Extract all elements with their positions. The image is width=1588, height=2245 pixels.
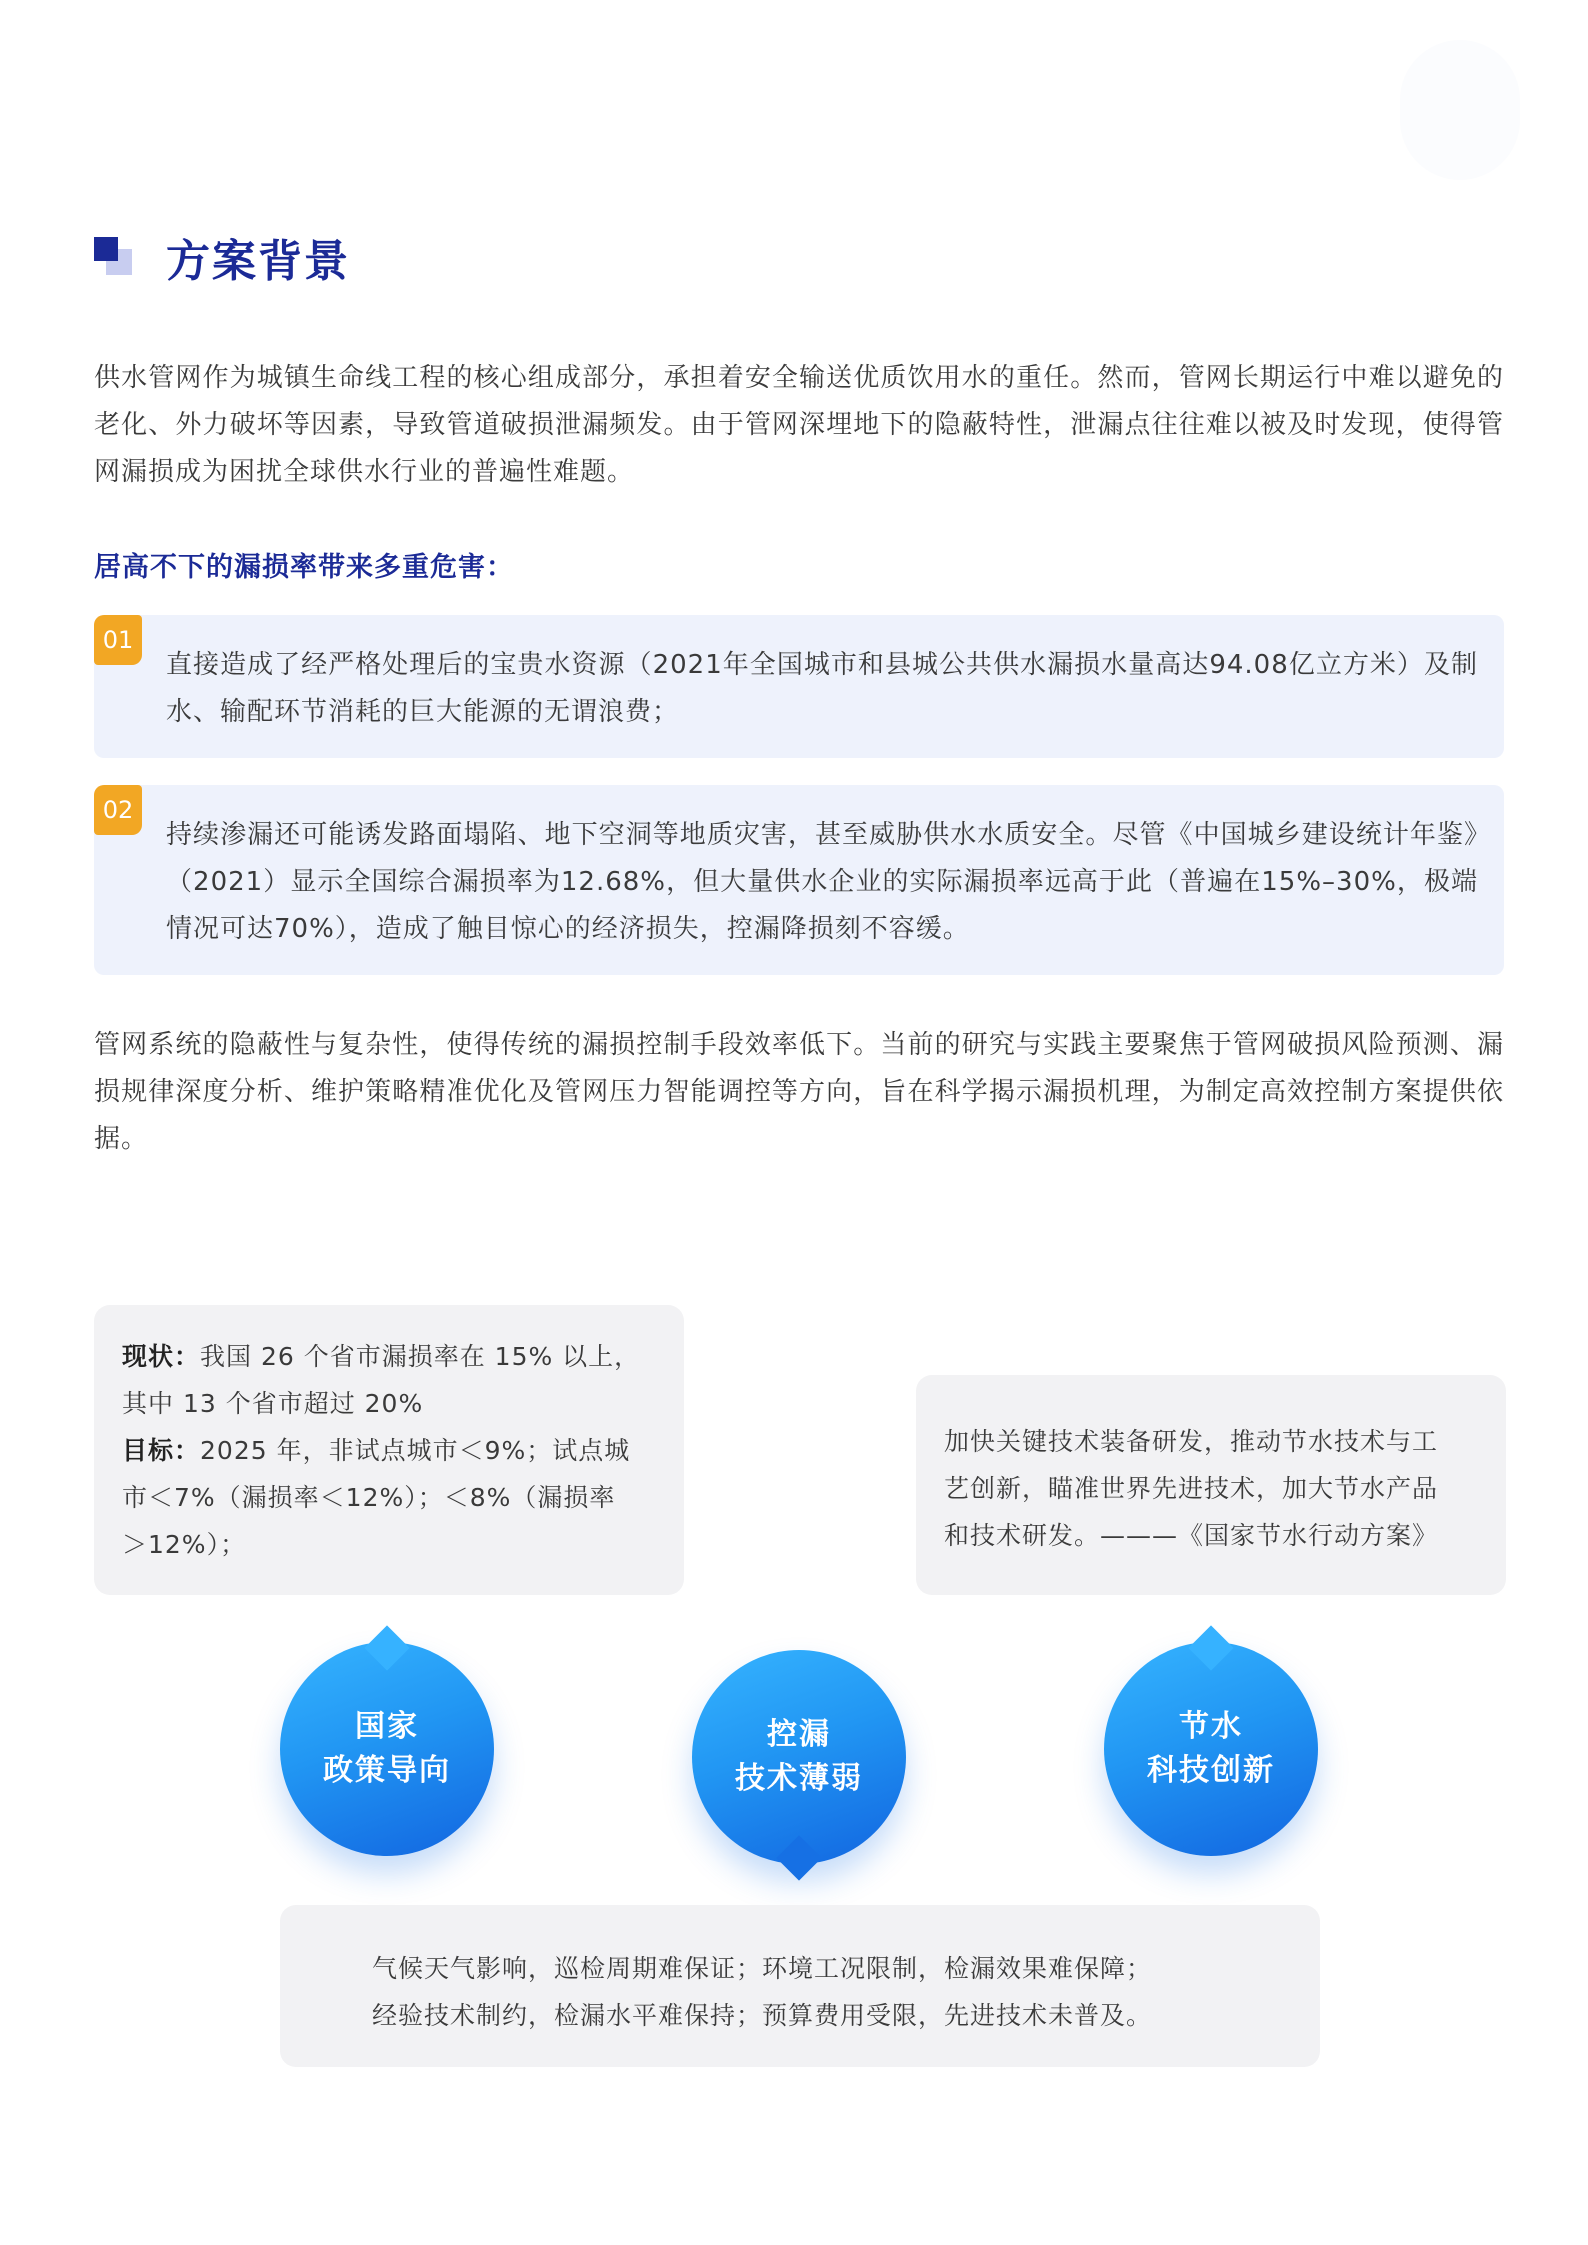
section-title: 方案背景 [166, 236, 350, 287]
drop-label-line2: 技术薄弱 [735, 1761, 863, 1796]
target-line-2: 市＜7%（漏损率＜12%）；＜8%（漏损率 [122, 1483, 616, 1512]
drop-label-line1: 控漏 [767, 1717, 831, 1752]
target-label: 目标： [122, 1436, 201, 1465]
intro-paragraph: 供水管网作为城镇生命线工程的核心组成部分，承担着安全输送优质饮用水的重任。然而，管网长期运行中难以避免的老化、外力破坏等因素，导致管道破损泄漏频发。由于管网深埋地下的隐蔽特性，泄漏点往往难以被及时发现，使得管网漏损成为困扰全球供水行业的普遍性难题。 [94, 363, 1504, 487]
target-line-3: ＞12%）； [122, 1530, 247, 1559]
drop-tip [1188, 1625, 1233, 1670]
status-line [122, 1333, 658, 1380]
issues-line-2: 经验技术制约，检漏水平难保持；预算费用受限，先进技术未普及。 [372, 2001, 1153, 2030]
corner-decoration [1400, 40, 1520, 180]
status-target-box [94, 1305, 684, 1595]
number-badge: 02 [94, 785, 142, 835]
policy-quote-box [916, 1375, 1506, 1595]
quote-line-3: 和技术研发。———《国家节水行动方案》 [944, 1521, 1439, 1550]
section-square-icon [94, 237, 134, 277]
quote-line-1: 加快关键技术装备研发，推动节水技术与工 [944, 1427, 1439, 1456]
issues-box [280, 1905, 1320, 2067]
research-paragraph: 管网系统的隐蔽性与复杂性，使得传统的漏损控制手段效率低下。当前的研究与实践主要聚焦于管网破损风险预测、漏损规律深度分析、维护策略精准优化及管网压力智能调控等方向，旨在科学揭示漏损机理，为制定高效控制方案提供依据。 [94, 1030, 1504, 1154]
issues-line-1: 气候天气影响，巡检周期难保证；环境工况限制，检漏效果难保障； [372, 1954, 1153, 1983]
status-text: 我国 26 个省市漏损率在 15% 以上， [200, 1342, 641, 1371]
target-text: 2025 年，非试点城市＜9%；试点城 [200, 1436, 631, 1465]
drop-tip [776, 1835, 821, 1880]
drop-leak-control-tech [692, 1650, 906, 1864]
drop-label-line1: 节水 [1179, 1709, 1243, 1744]
hazard-text: 持续渗漏还可能诱发路面塌陷、地下空洞等地质灾害，甚至威胁供水水质安全。尽管《中国城乡建设统计年鉴》（2021）显示全国综合漏损率为12.68%，但大量供水企业的实际漏损率远高于此（普遍在15%–30%，极端情况可达70%），造成了触目惊心的经济损失，控漏降损刻不容缓。 [166, 820, 1478, 944]
drop-label-line2: 政策导向 [323, 1753, 451, 1788]
drop-label-line2: 科技创新 [1147, 1753, 1275, 1788]
status-line-2: 其中 13 个省市超过 20% [122, 1389, 424, 1418]
hazards-heading: 居高不下的漏损率带来多重危害： [94, 552, 514, 583]
status-label: 现状： [122, 1342, 201, 1371]
hazard-card-2 [94, 785, 1504, 975]
section-header [94, 222, 350, 292]
drop-policy-guidance [280, 1642, 494, 1856]
quote-line-2: 艺创新，瞄准世界先进技术，加大节水产品 [944, 1474, 1439, 1503]
number-badge: 01 [94, 615, 142, 665]
hazard-text: 直接造成了经严格处理后的宝贵水资源（2021年全国城市和县城公共供水漏损水量高达94.08亿立方米）及制水、输配环节消耗的巨大能源的无谓浪费； [166, 650, 1478, 727]
hazard-card-1 [94, 615, 1504, 758]
drop-water-saving-innovation [1104, 1642, 1318, 1856]
target-line [122, 1427, 658, 1474]
drop-tip [364, 1625, 409, 1670]
drop-label-line1: 国家 [355, 1709, 419, 1744]
